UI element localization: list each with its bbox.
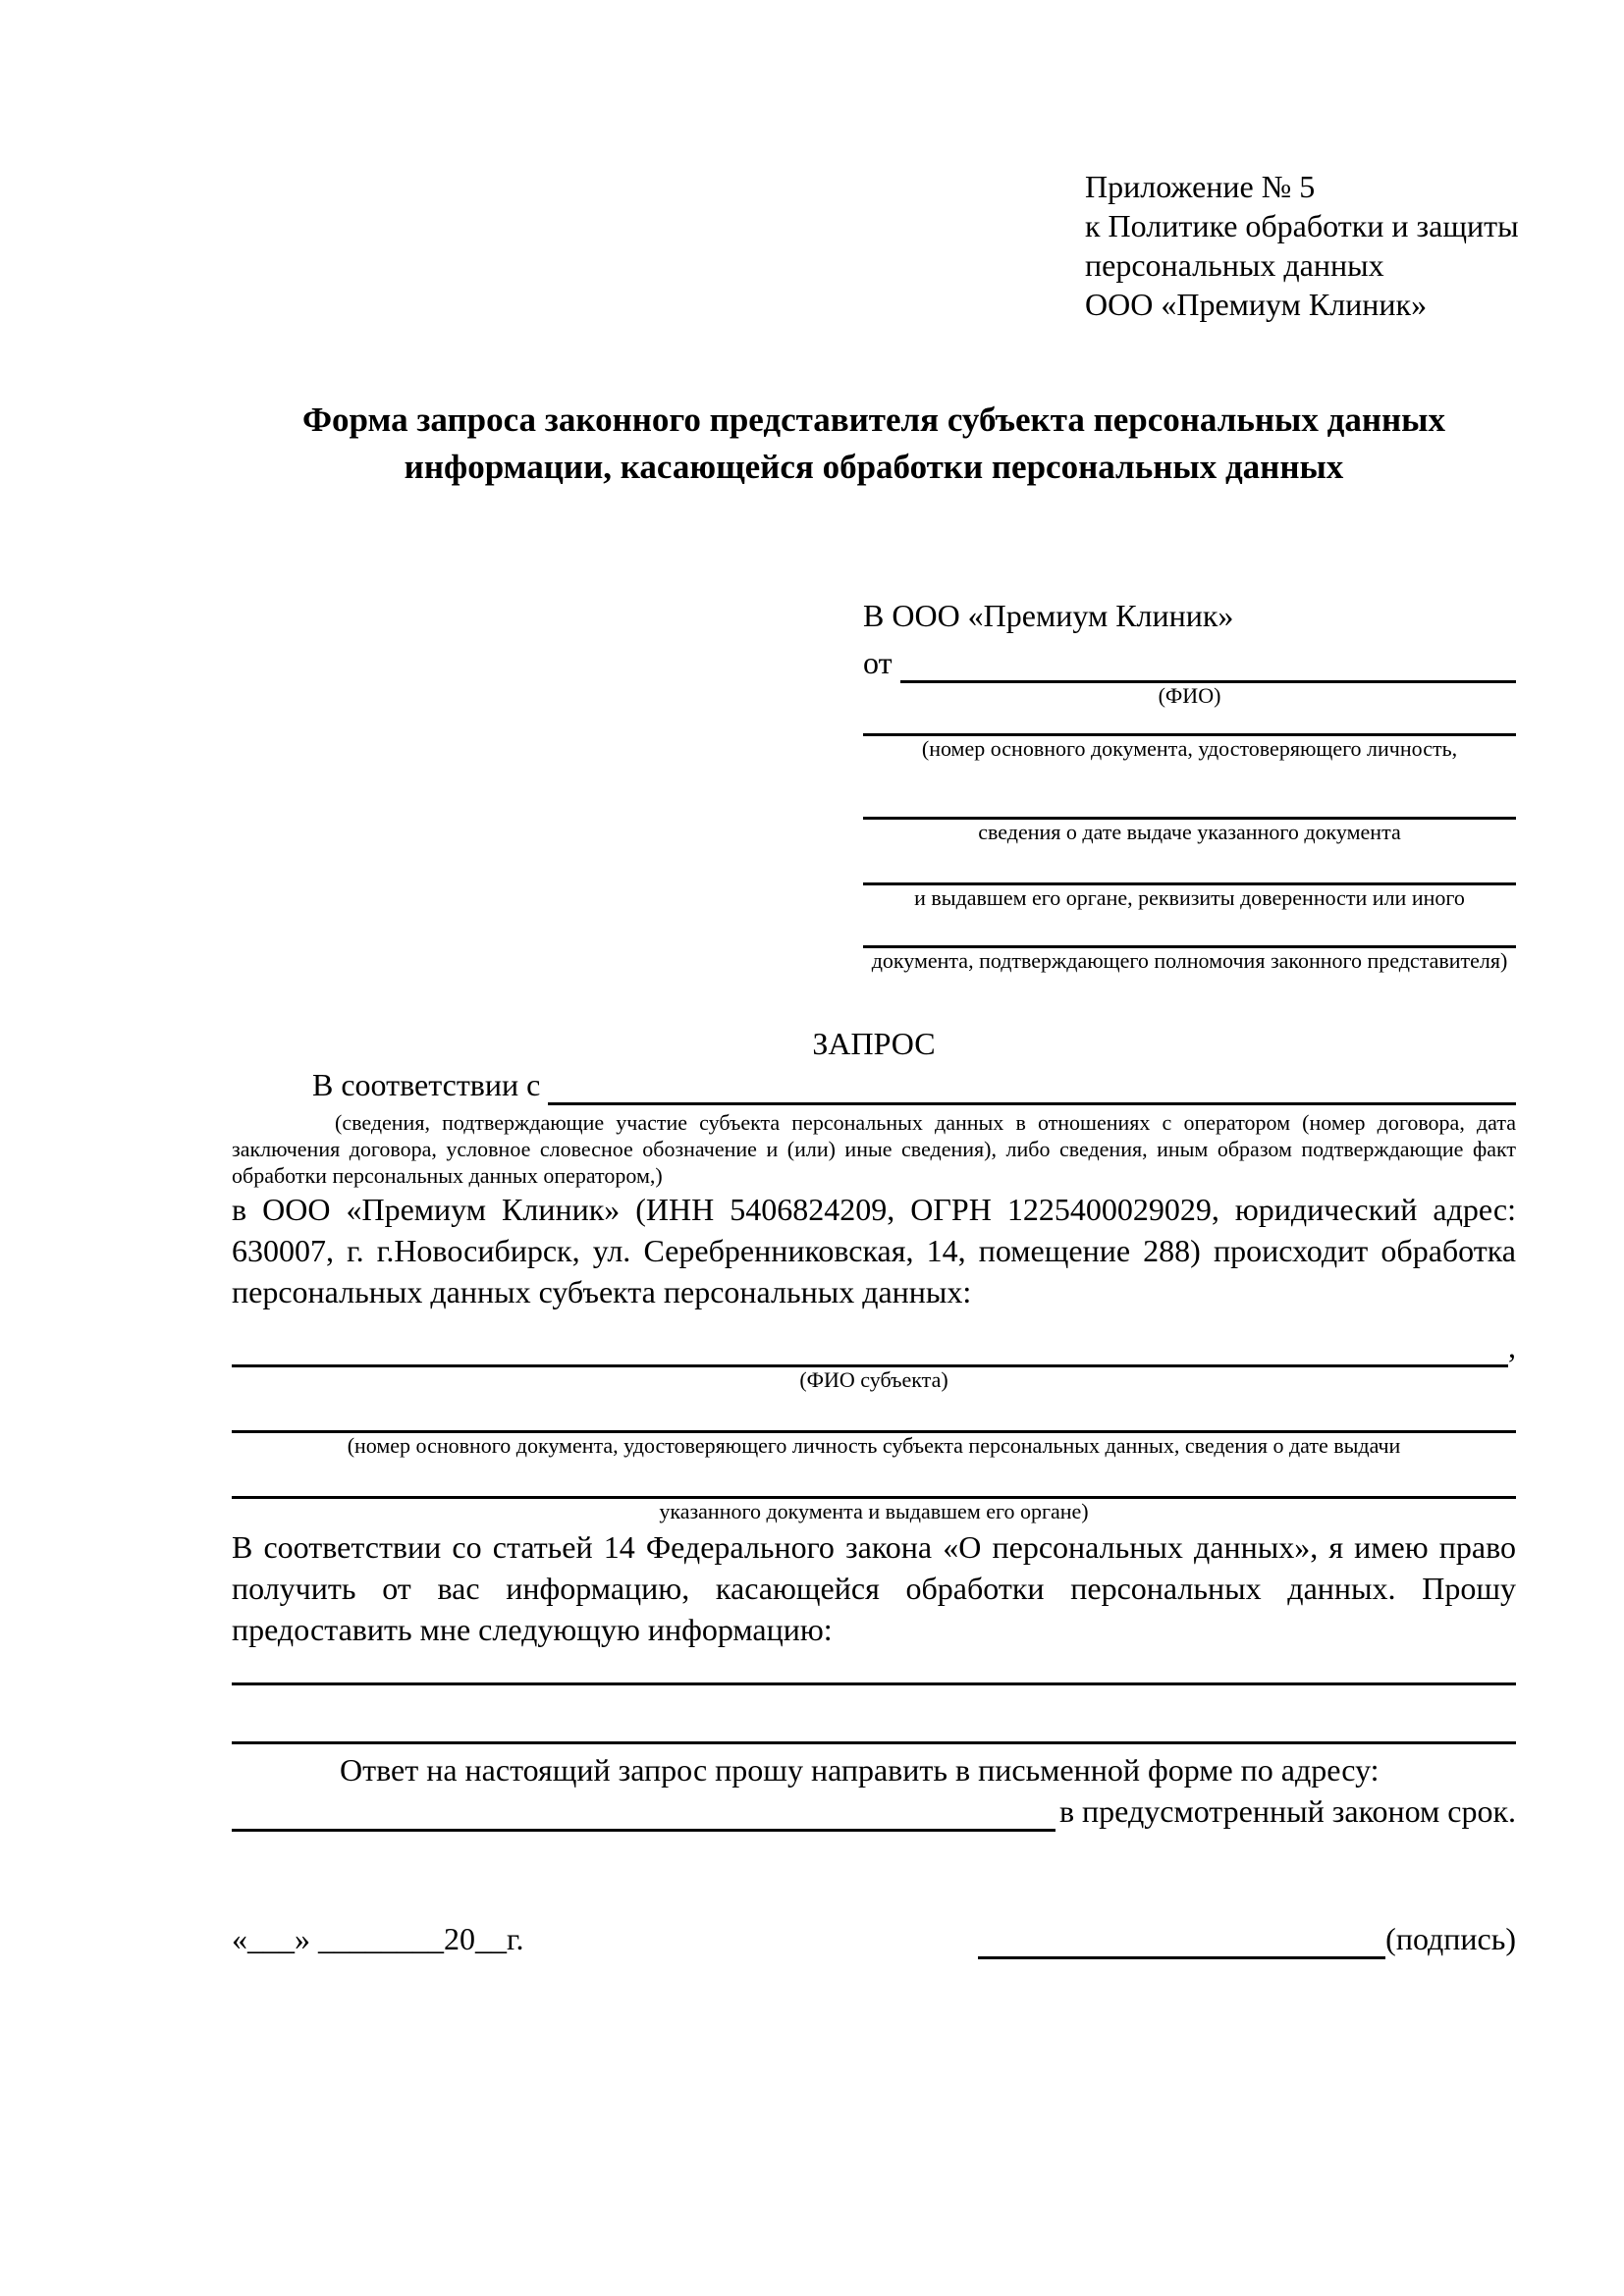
- requested-info-blank-line-2: [232, 1741, 1516, 1744]
- subject-document-caption: (номер основного документа, удостоверяющего личность субъекта персональных данных, сведения о дате выдачи: [347, 1433, 1401, 1458]
- law-paragraph: В соответствии со статьей 14 Федерального закона «О персональных данных», я имею право получить от вас информацию, касающейся обработки персональных данных. Прошу предоставить мне следующую информацию:: [232, 1529, 1516, 1647]
- subject-fio-caption: (ФИО субъекта): [799, 1367, 948, 1392]
- reply-paragraph: Ответ на настоящий запрос прошу направить в письменной форме по адресу:: [340, 1752, 1380, 1788]
- reply-address-blank-line: [232, 1795, 1056, 1832]
- signature-caption: (подпись): [1385, 1921, 1516, 1956]
- field-caption: (номер основного документа, удостоверяющего личность,: [921, 736, 1458, 761]
- basis-blank-line: [548, 1069, 1516, 1105]
- field-caption: документа, подтверждающего полномочия законного представителя): [871, 948, 1508, 973]
- appendix-line: ООО «Премиум Клиник»: [1085, 287, 1428, 322]
- basis-field-row: [232, 1064, 1516, 1105]
- subject-document-caption-2: указанного документа и выдавшем его органе): [659, 1499, 1089, 1523]
- requested-info-blank-line-1: [232, 1682, 1516, 1685]
- fio-blank-line: [900, 647, 1516, 683]
- field-caption: и выдавшем его органе, реквизиты доверенности или иного: [914, 885, 1465, 910]
- appendix-block: [1085, 167, 1519, 324]
- appendix-line: к Политике обработки и защиты: [1085, 208, 1519, 243]
- footer-row: [232, 1918, 1516, 1959]
- date-field: «___» ________20__г.: [232, 1921, 524, 1956]
- addressee-block: [863, 595, 1516, 974]
- addressee-organization: В ООО «Премиум Клиник»: [863, 598, 1234, 633]
- appendix-line: Приложение № 5: [1085, 169, 1316, 204]
- operator-paragraph: в ООО «Премиум Клиник» (ИНН 5406824209, ОГРН 1225400029029, юридический адрес: 630007, г. г.Новосибирск, ул. Серебренниковская, 14, помещение 288) происходит обработка персональных данных субъекта персональных данных:: [232, 1192, 1516, 1309]
- field-caption: сведения о дате выдаче указанного документа: [978, 820, 1401, 844]
- from-label: от: [863, 645, 893, 680]
- signature-group: [978, 1918, 1516, 1959]
- fio-caption: (ФИО): [1158, 683, 1221, 708]
- signature-blank-line: [978, 1923, 1385, 1959]
- reply-address-field-row: [232, 1790, 1516, 1832]
- subject-fio-blank-line: [232, 1331, 1508, 1367]
- appendix-line: персональных данных: [1085, 247, 1384, 283]
- basis-label: В соответствии с: [312, 1067, 541, 1102]
- request-heading: ЗАПРОС: [812, 1026, 936, 1061]
- reply-suffix: в предусмотренный законом срок.: [1058, 1793, 1516, 1829]
- document-title: Форма запроса законного представителя субъекта персональных данных информации, касающейся обработки персональных данных: [302, 400, 1445, 486]
- from-field-row: [863, 642, 1516, 683]
- subject-line-comma: ,: [1508, 1329, 1516, 1364]
- subject-fio-field-row: [232, 1326, 1516, 1367]
- basis-caption: (сведения, подтверждающие участие субъекта персональных данных в отношениях с оператором (номер договора, дата заключения договора, условное словесное обозначение и (или) иные сведения), либо сведения, иным образом подтверждающие факт обработки персональных данных оператором,): [232, 1110, 1516, 1188]
